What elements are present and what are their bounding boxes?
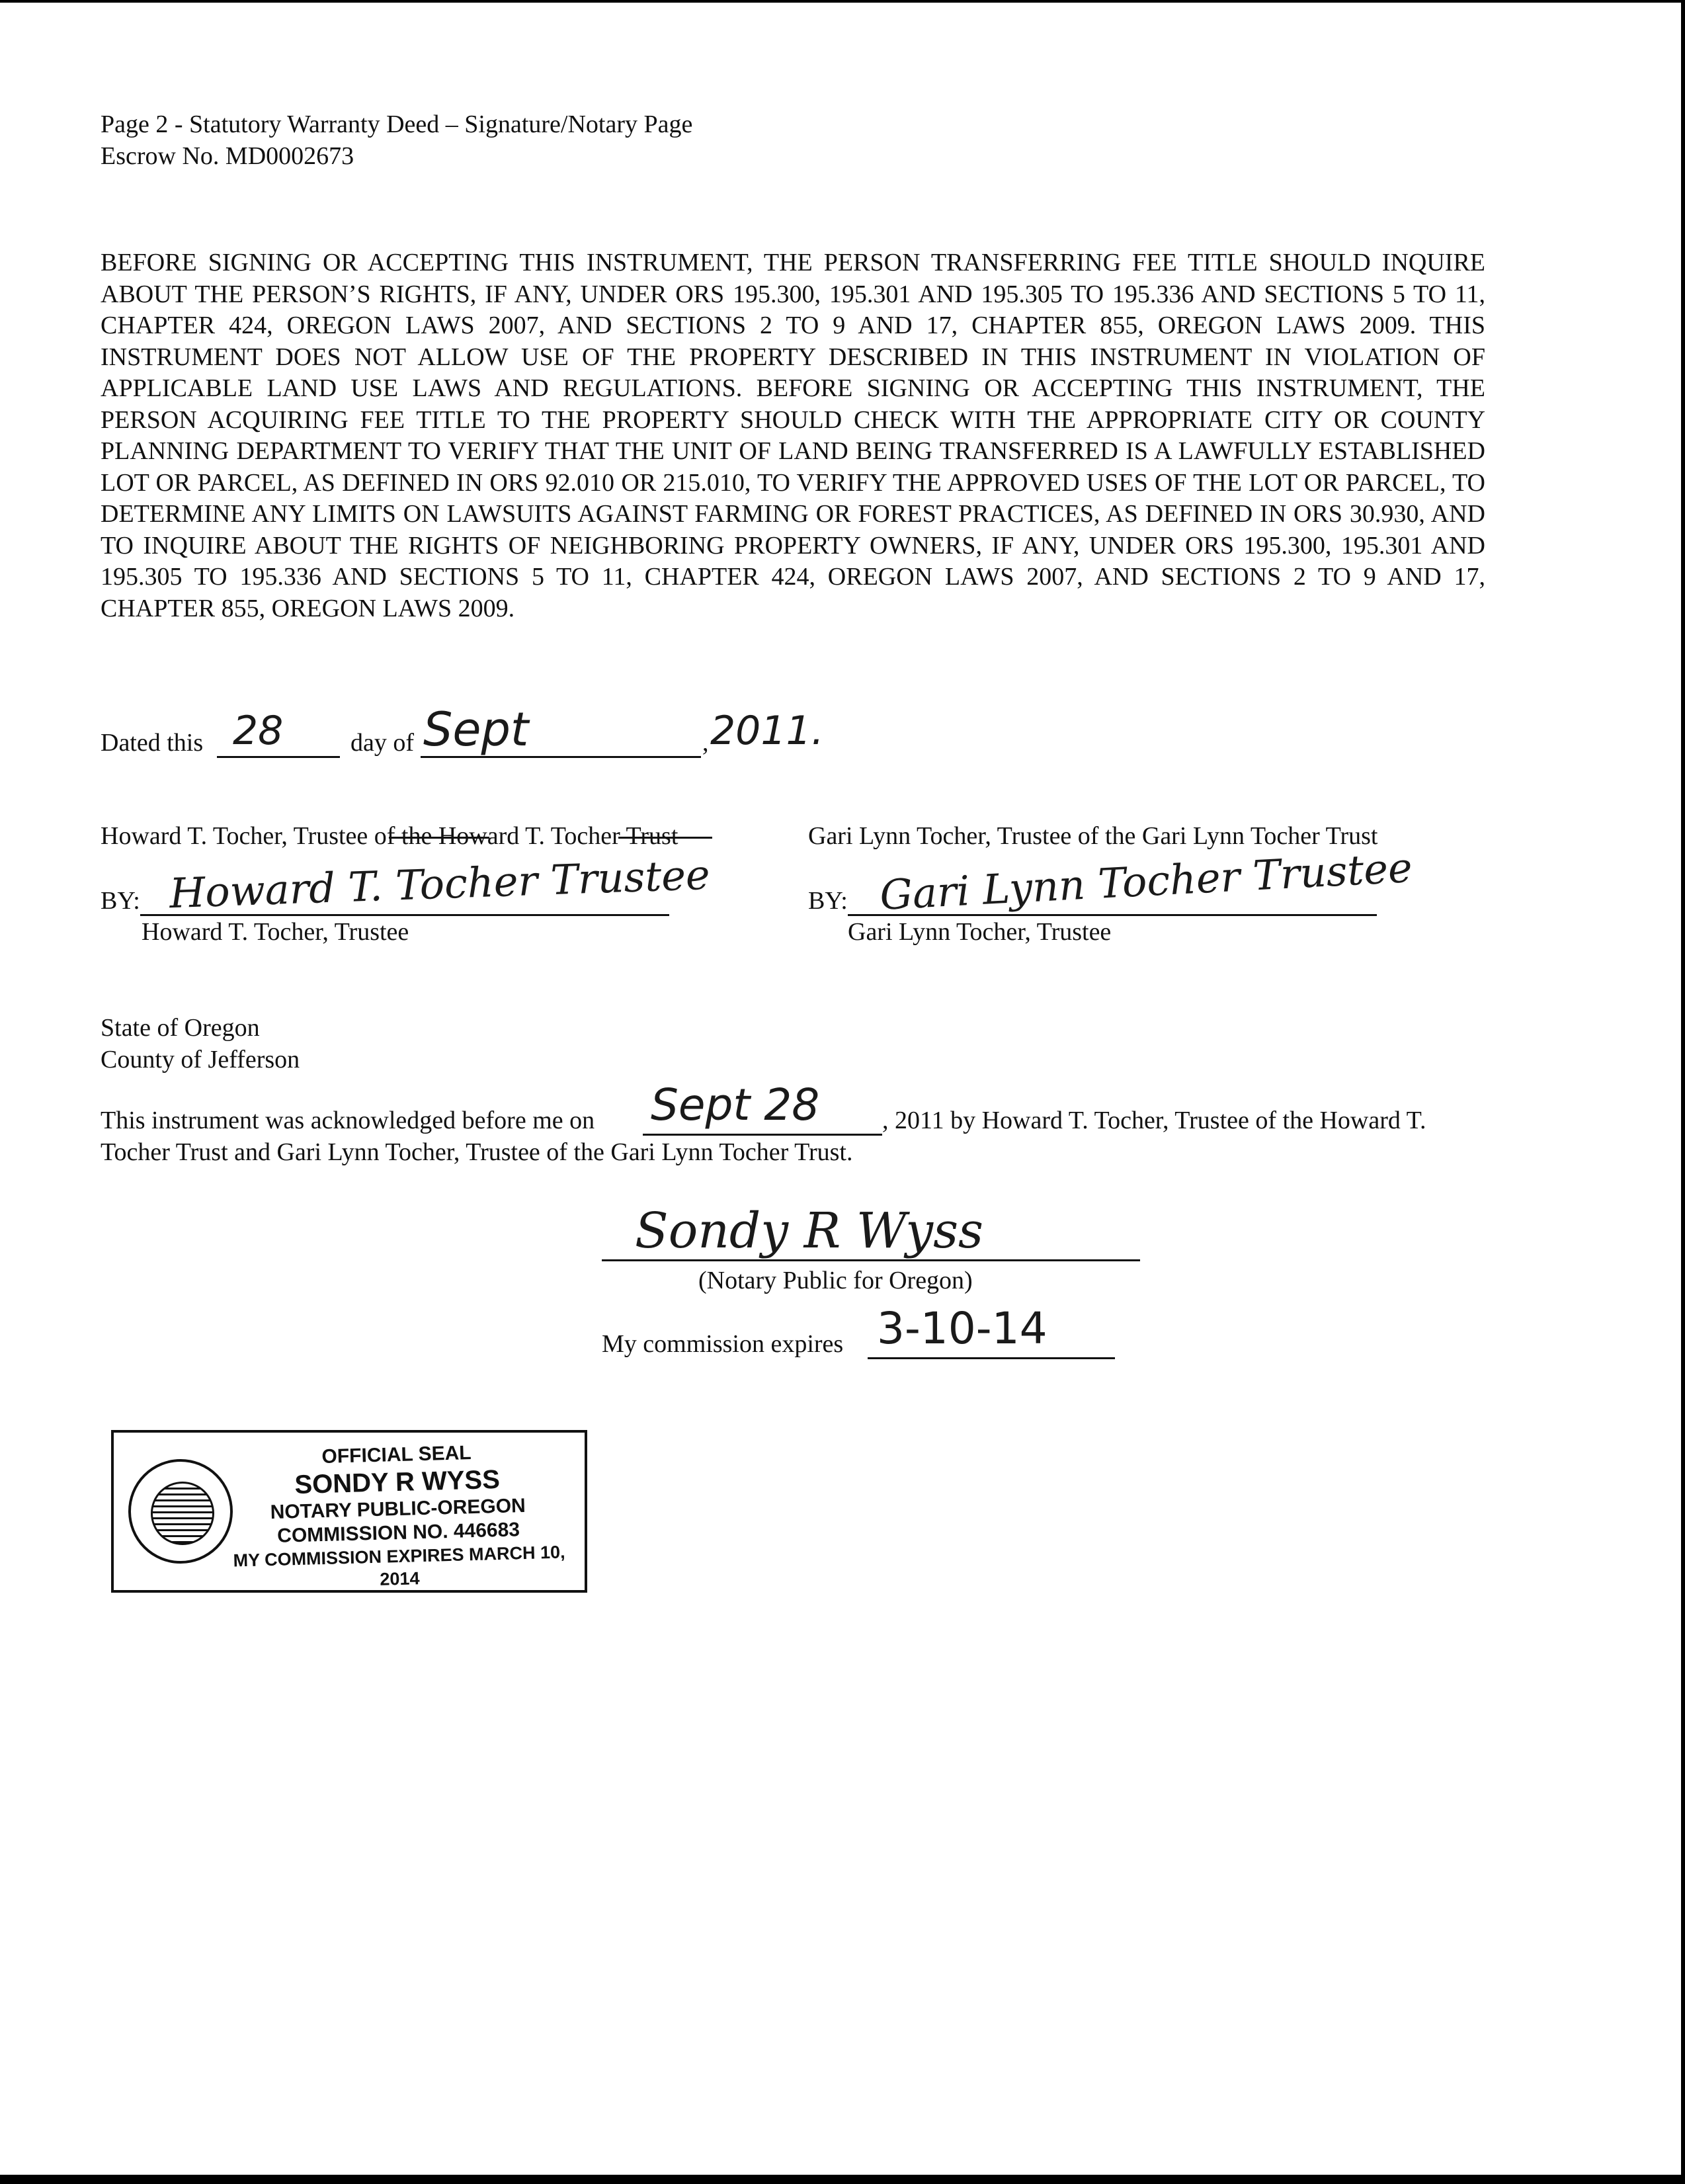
grantor-right-title: Gari Lynn Tocher, Trustee of the Gari Lynn Tocher Trust bbox=[808, 822, 1378, 850]
seal-commission-expiry: MY COMMISSION EXPIRES MARCH 10, 2014 bbox=[233, 1542, 565, 1589]
dated-separator: , bbox=[702, 729, 709, 757]
grantor-right-printed-name: Gari Lynn Tocher, Trustee bbox=[848, 918, 1112, 946]
dated-middle: day of bbox=[350, 729, 415, 757]
scan-border-bottom bbox=[0, 2175, 1685, 2184]
grantor-left-signature: Howard T. Tocher Trustee bbox=[168, 850, 711, 918]
venue-state: State of Oregon bbox=[101, 1014, 260, 1042]
seal-heading: OFFICIAL SEAL bbox=[321, 1442, 472, 1468]
seal-commission-number: COMMISSION NO. 446683 bbox=[276, 1519, 520, 1547]
page-header bbox=[101, 108, 692, 172]
commission-expires-date: 3-10-14 bbox=[877, 1303, 1048, 1354]
acknowledgment-suffix: , 2011 by Howard T. Tocher, Trustee of the Howard T. bbox=[882, 1107, 1426, 1134]
dated-year: 2011. bbox=[710, 708, 824, 754]
venue-county: County of Jefferson bbox=[101, 1046, 300, 1073]
seal-notary-name: SONDY R WYSS bbox=[294, 1464, 501, 1500]
notary-caption: (Notary Public for Oregon) bbox=[698, 1267, 973, 1294]
acknowledgment-date: Sept 28 bbox=[651, 1079, 820, 1130]
scan-border-right bbox=[1681, 0, 1685, 2184]
dated-day-line bbox=[217, 756, 340, 758]
notary-signature-line bbox=[602, 1259, 1140, 1261]
dated-prefix: Dated this bbox=[101, 729, 204, 757]
grantor-right-signature: Gari Lynn Tocher Trustee bbox=[878, 843, 1414, 920]
notary-signature: Sondy R Wyss bbox=[635, 1202, 984, 1259]
page-header-title: Page 2 - Statutory Warranty Deed – Signature/Notary Page bbox=[101, 110, 693, 138]
grantor-right-by-label: BY: bbox=[808, 887, 848, 915]
seal-notary-title: NOTARY PUBLIC-OREGON bbox=[270, 1494, 526, 1524]
grantor-left-printed-name: Howard T. Tocher, Trustee bbox=[142, 918, 409, 946]
dated-day: 28 bbox=[233, 708, 284, 754]
seal-text bbox=[218, 1439, 579, 1595]
official-seal-stamp bbox=[111, 1430, 587, 1593]
commission-expires-line bbox=[868, 1357, 1115, 1359]
dated-month: Sept bbox=[423, 702, 529, 757]
strike-mark bbox=[389, 837, 489, 839]
scan-border-top bbox=[0, 0, 1685, 3]
acknowledgment-prefix: This instrument was acknowledged before me on bbox=[101, 1107, 595, 1134]
oregon-state-seal-icon bbox=[128, 1459, 233, 1564]
escrow-number: Escrow No. MD0002673 bbox=[101, 142, 354, 170]
grantor-left-title: Howard T. Tocher, Trustee of the Howard T. Tocher Trust bbox=[101, 822, 678, 850]
legal-notice: BEFORE SIGNING OR ACCEPTING THIS INSTRUMENT, THE PERSON TRANSFERRING FEE TITLE SHOULD INQUIRE ABOUT THE PERSON’S RIGHTS, IF ANY, UNDER ORS 195.300, 195.301 AND 195.305 TO 195.336 AND SECTIONS 5 TO 11, CHAPTER 424, OREGON LAWS 2007, AND SECTIONS 2 TO 9 AND 17, CHAPTER 855, OREGON LAWS 2009. THIS INSTRUMENT DOES NOT ALLOW USE OF THE PROPERTY DESCRIBED IN THIS INSTRUMENT IN VIOLATION OF APPLICABLE LAND USE LAWS AND REGULATIONS. BEFORE SIGNING OR ACCEPTING THIS INSTRUMENT, THE PERSON ACQUIRING FEE TITLE TO THE PROPERTY SHOULD CHECK WITH THE APPROPRIATE CITY OR COUNTY PLANNING DEPARTMENT TO VERIFY THAT THE UNIT OF LAND BEING TRANSFERRED IS A LAWFULLY ESTABLISHED LOT OR PARCEL, AS DEFINED IN ORS 92.010 OR 215.010, TO VERIFY THE APPROVED USES OF THE LOT OR PARCEL, TO DETERMINE ANY LIMITS ON LAWSUITS AGAINST FARMING OR FOREST PRACTICES, AS DEFINED IN ORS 30.930, AND TO INQUIRE ABOUT THE RIGHTS OF NEIGHBORING PROPERTY OWNERS, IF ANY, UNDER ORS 195.300, 195.301 AND 195.305 TO 195.336 AND SECTIONS 5 TO 11, CHAPTER 424, OREGON LAWS 2007, AND SECTIONS 2 TO 9 AND 17, CHAPTER 855, OREGON LAWS 2009. bbox=[101, 249, 1485, 622]
grantor-left-by-label: BY: bbox=[101, 887, 140, 915]
strike-mark bbox=[618, 837, 712, 839]
commission-expires-label: My commission expires bbox=[602, 1330, 844, 1358]
acknowledgment-line2: Tocher Trust and Gari Lynn Tocher, Trustee of the Gari Lynn Tocher Trust. bbox=[101, 1138, 853, 1166]
acknowledgment-date-line bbox=[643, 1134, 882, 1136]
